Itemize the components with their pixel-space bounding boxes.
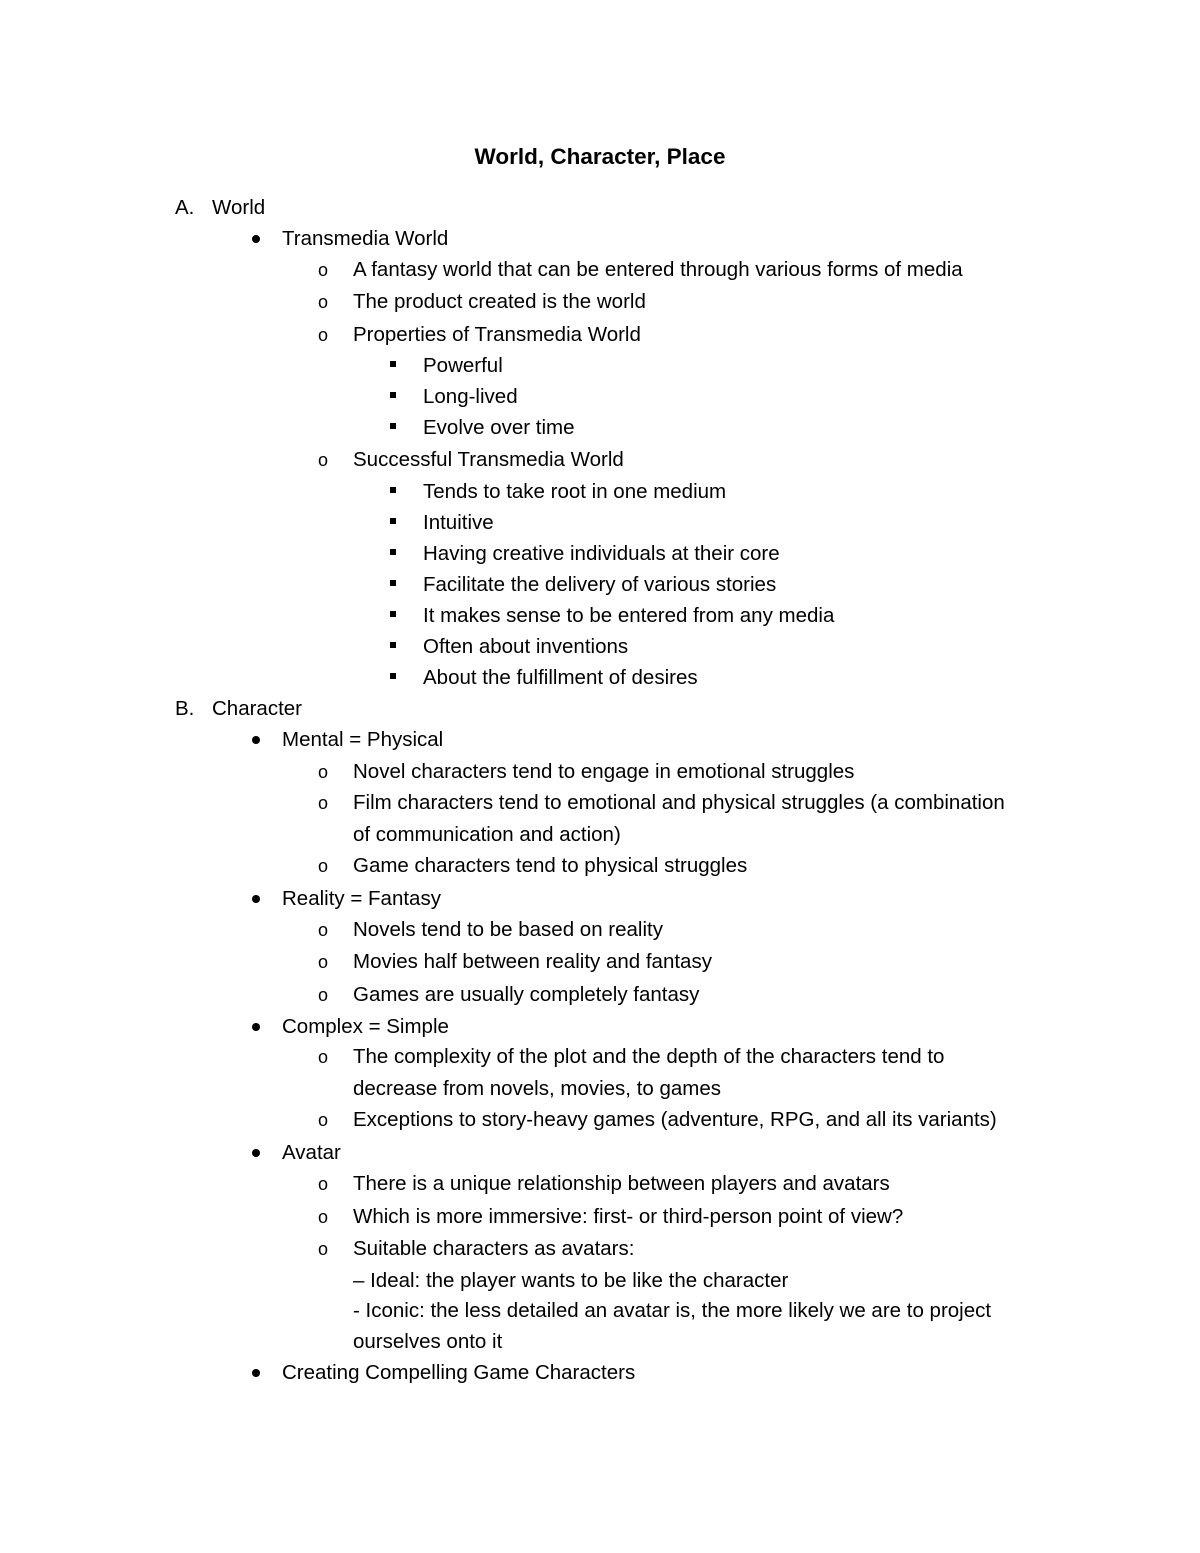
- list-item: Games are usually completely fantasy: [353, 983, 700, 1006]
- bullet-square-icon: [390, 549, 396, 555]
- list-item: It makes sense to be entered from any media: [423, 604, 835, 627]
- bullet-square-icon: [390, 673, 396, 679]
- list-item: Movies half between reality and fantasy: [353, 950, 712, 973]
- list-item: Facilitate the delivery of various stories: [423, 573, 777, 596]
- bullet-square-icon: [390, 487, 396, 493]
- bullet-disc-icon: [252, 235, 260, 243]
- list-item: The product created is the world: [353, 290, 646, 313]
- list-item: Avatar: [282, 1141, 341, 1164]
- bullet-disc-icon: [252, 1023, 260, 1031]
- bullet-square-icon: [390, 423, 396, 429]
- bullet-square-icon: [390, 392, 396, 398]
- list-item: Which is more immersive: first- or third-person point of view?: [353, 1205, 904, 1228]
- list-item: A fantasy world that can be entered through various forms of media: [353, 258, 963, 281]
- bullet-disc-icon: [252, 1149, 260, 1157]
- list-item: About the fulfillment of desires: [423, 666, 698, 689]
- list-item: Reality = Fantasy: [282, 887, 441, 910]
- bullet-disc-icon: [252, 1369, 260, 1377]
- list-item-continuation: – Ideal: the player wants to be like the character: [353, 1269, 789, 1292]
- section-heading-world: World: [212, 196, 266, 219]
- page-title: World, Character, Place: [474, 144, 726, 169]
- bullet-circle-icon: o: [318, 920, 329, 940]
- bullet-square-icon: [390, 580, 396, 586]
- bullet-circle-icon: o: [318, 952, 329, 972]
- list-item: Powerful: [423, 354, 503, 377]
- bullet-disc-icon: [252, 895, 260, 903]
- list-item: Complex = Simple: [282, 1015, 449, 1038]
- bullet-circle-icon: o: [318, 1239, 329, 1259]
- list-item: Game characters tend to physical struggles: [353, 854, 748, 877]
- list-item-continuation: - Iconic: the less detailed an avatar is, the more likely we are to project: [353, 1299, 992, 1322]
- list-item: Film characters tend to emotional and physical struggles (a combination: [353, 791, 1005, 814]
- list-item-continuation: decrease from novels, movies, to games: [353, 1077, 722, 1100]
- list-item: Often about inventions: [423, 635, 629, 658]
- list-item: The complexity of the plot and the depth of the characters tend to: [353, 1045, 945, 1068]
- bullet-square-icon: [390, 611, 396, 617]
- list-item: Having creative individuals at their core: [423, 542, 780, 565]
- list-item: Transmedia World: [282, 227, 449, 250]
- section-marker: B.: [175, 697, 195, 720]
- bullet-disc-icon: [252, 736, 260, 744]
- list-item-continuation: ourselves onto it: [353, 1330, 503, 1353]
- bullet-circle-icon: o: [318, 793, 329, 813]
- list-item: Properties of Transmedia World: [353, 323, 641, 346]
- list-item: Mental = Physical: [282, 728, 444, 751]
- bullet-square-icon: [390, 518, 396, 524]
- list-item: Successful Transmedia World: [353, 448, 624, 471]
- bullet-circle-icon: o: [318, 260, 329, 280]
- bullet-circle-icon: o: [318, 450, 329, 470]
- list-item-continuation: of communication and action): [353, 823, 621, 846]
- bullet-circle-icon: o: [318, 762, 329, 782]
- bullet-circle-icon: o: [318, 1207, 329, 1227]
- bullet-circle-icon: o: [318, 1110, 329, 1130]
- list-item: Long-lived: [423, 385, 518, 408]
- list-item: Novels tend to be based on reality: [353, 918, 663, 941]
- list-item: Creating Compelling Game Characters: [282, 1361, 636, 1384]
- bullet-circle-icon: o: [318, 292, 329, 312]
- bullet-circle-icon: o: [318, 856, 329, 876]
- bullet-circle-icon: o: [318, 325, 329, 345]
- list-item: Novel characters tend to engage in emotional struggles: [353, 760, 855, 783]
- list-item: Suitable characters as avatars:: [353, 1237, 635, 1260]
- list-item: There is a unique relationship between players and avatars: [353, 1172, 890, 1195]
- bullet-circle-icon: o: [318, 985, 329, 1005]
- list-item: Tends to take root in one medium: [423, 480, 727, 503]
- list-item: Exceptions to story-heavy games (adventure, RPG, and all its variants): [353, 1108, 997, 1131]
- section-heading-character: Character: [212, 697, 303, 720]
- bullet-square-icon: [390, 361, 396, 367]
- section-marker: A.: [175, 196, 195, 219]
- bullet-circle-icon: o: [318, 1047, 329, 1067]
- list-item: Intuitive: [423, 511, 494, 534]
- bullet-circle-icon: o: [318, 1174, 329, 1194]
- bullet-square-icon: [390, 642, 396, 648]
- list-item: Evolve over time: [423, 416, 575, 439]
